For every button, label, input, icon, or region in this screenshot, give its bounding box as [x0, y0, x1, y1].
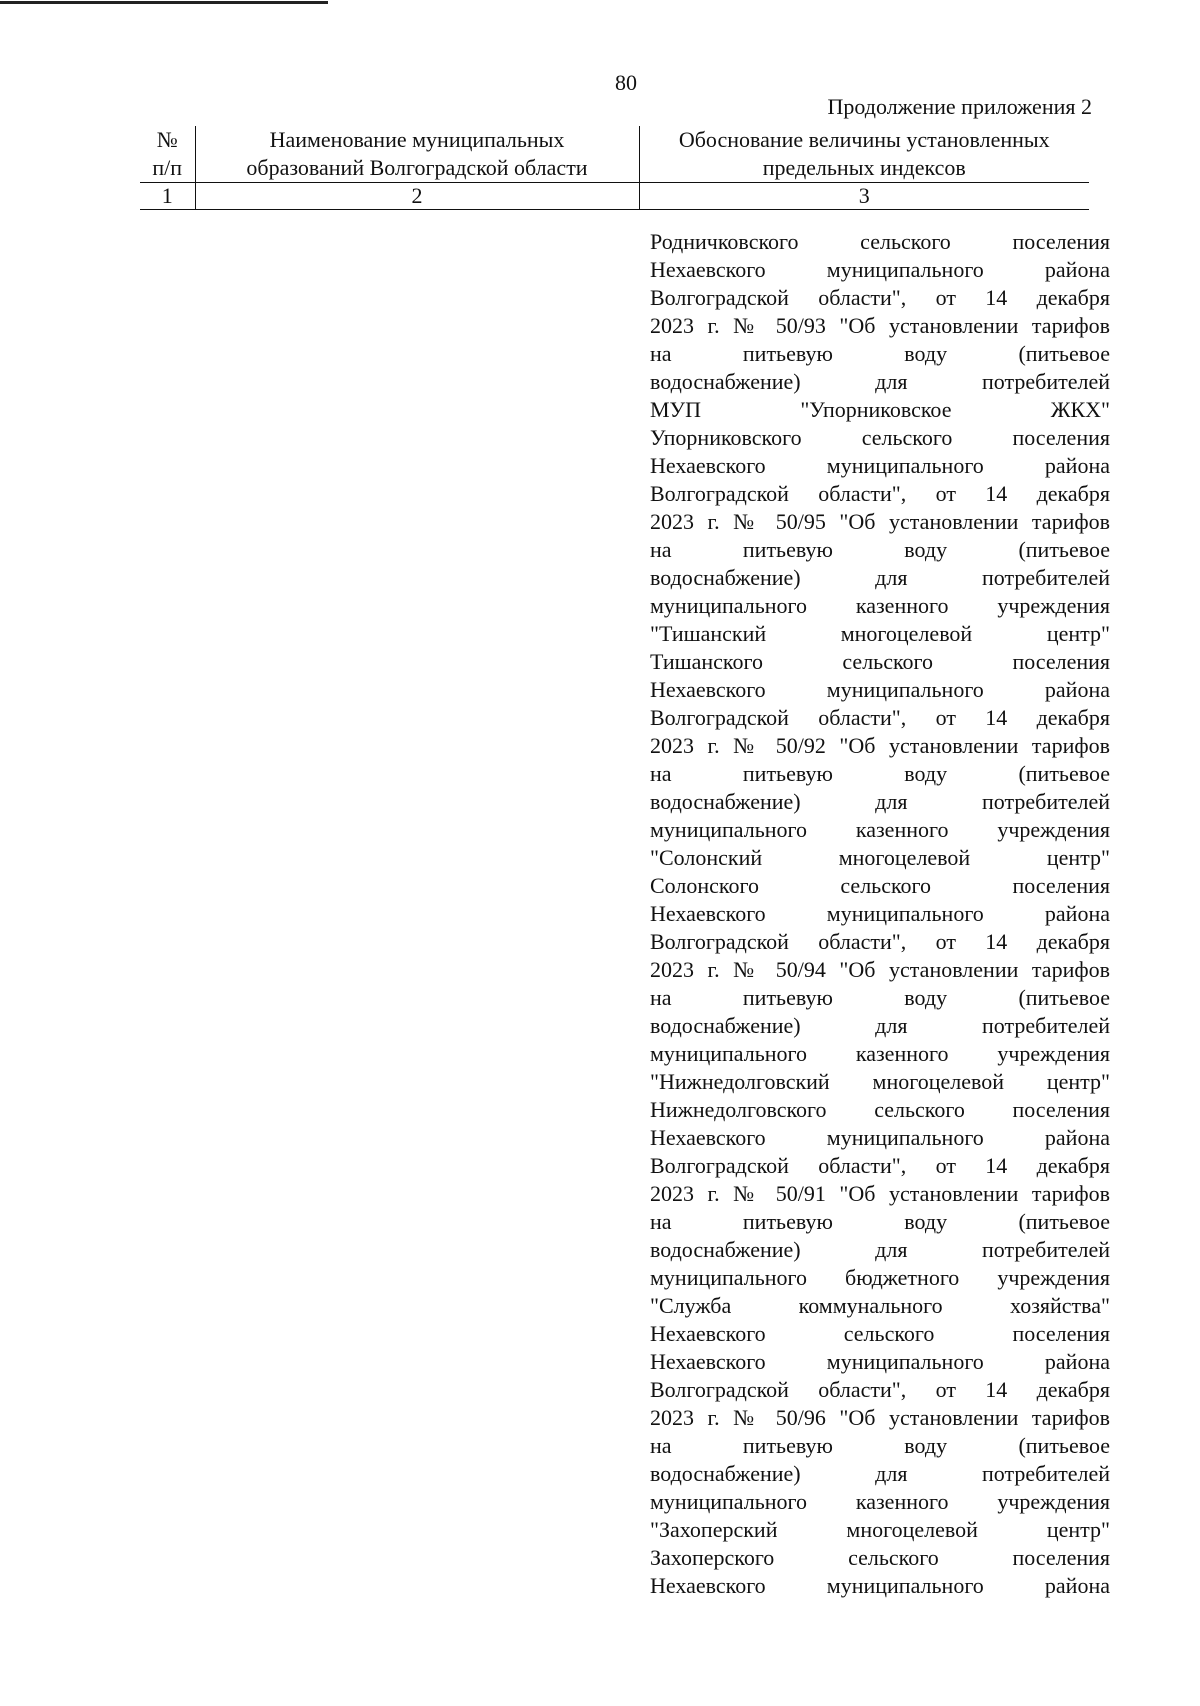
column-number-row	[140, 183, 1089, 210]
justification-line: Волгоградской области", от 14 декабря	[650, 481, 1110, 506]
justification-line: муниципального казенного учреждения	[650, 1041, 1110, 1066]
header-municipality-line: образований Волгоградской области	[246, 155, 588, 180]
column-number: 2	[195, 183, 639, 210]
header-municipality-column	[195, 126, 639, 183]
justification-line: на питьевую воду (питьевое	[650, 985, 1110, 1010]
justification-line: муниципального бюджетного учреждения	[650, 1265, 1110, 1290]
justification-line: 2023 г. № 50/92 "Об установлении тарифов	[650, 733, 1110, 758]
header-number-line: п/п	[152, 155, 183, 180]
header-number-column	[140, 126, 195, 183]
justification-line: Упорниковского сельского поселения	[650, 425, 1110, 450]
justification-line: муниципального казенного учреждения	[650, 1489, 1110, 1514]
justification-line: на питьевую воду (питьевое	[650, 537, 1110, 562]
column-number: 3	[639, 183, 1089, 210]
justification-line: Волгоградской области", от 14 декабря	[650, 1377, 1110, 1402]
justification-line: 2023 г. № 50/93 "Об установлении тарифов	[650, 313, 1110, 338]
header-justification-line: предельных индексов	[762, 155, 966, 180]
justification-line: Волгоградской области", от 14 декабря	[650, 705, 1110, 730]
justification-line: на питьевую воду (питьевое	[650, 1209, 1110, 1234]
justification-line: 2023 г. № 50/94 "Об установлении тарифов	[650, 957, 1110, 982]
justification-line: "Солонский многоцелевой центр"	[650, 845, 1110, 870]
justification-line: Волгоградской области", от 14 декабря	[650, 1153, 1110, 1178]
justification-line: Родничковского сельского поселения	[650, 229, 1110, 254]
justification-line: Нехаевского сельского поселения	[650, 1321, 1110, 1346]
justification-line: Нехаевского муниципального района	[650, 453, 1110, 478]
justification-text	[650, 228, 1110, 1600]
justification-line: муниципального казенного учреждения	[650, 817, 1110, 842]
justification-line: Волгоградской области", от 14 декабря	[650, 285, 1110, 310]
page-number: 80	[615, 70, 637, 95]
justification-line: на питьевую воду (питьевое	[650, 761, 1110, 786]
justification-line: Нехаевского муниципального района	[650, 901, 1110, 926]
justification-line: Нехаевского муниципального района	[650, 1349, 1110, 1374]
header-justification-line: Обоснование величины установленных	[678, 127, 1050, 152]
justification-line: Нехаевского муниципального района	[650, 1573, 1110, 1598]
justification-line: "Захоперский многоцелевой центр"	[650, 1517, 1110, 1542]
justification-line: Захоперского сельского поселения	[650, 1545, 1110, 1570]
justification-line: "Нижнедолговский многоцелевой центр"	[650, 1069, 1110, 1094]
justification-line: Нехаевского муниципального района	[650, 257, 1110, 282]
column-number: 1	[140, 183, 195, 210]
justification-line: муниципального казенного учреждения	[650, 593, 1110, 618]
justification-line: водоснабжение) для потребителей	[650, 789, 1110, 814]
header-municipality-line: Наименование муниципальных	[269, 127, 565, 152]
justification-line: водоснабжение) для потребителей	[650, 565, 1110, 590]
justification-line: на питьевую воду (питьевое	[650, 1433, 1110, 1458]
scan-edge-line	[0, 1, 328, 4]
justification-line: Нехаевского муниципального района	[650, 1125, 1110, 1150]
justification-line: "Служба коммунального хозяйства"	[650, 1293, 1110, 1318]
justification-line: водоснабжение) для потребителей	[650, 1237, 1110, 1262]
justification-line: Нехаевского муниципального района	[650, 677, 1110, 702]
justification-line: 2023 г. № 50/96 "Об установлении тарифов	[650, 1405, 1110, 1430]
justification-line: Солонского сельского поселения	[650, 873, 1110, 898]
justification-line: Нижнедолговского сельского поселения	[650, 1097, 1110, 1122]
justification-line: на питьевую воду (питьевое	[650, 341, 1110, 366]
justification-line: 2023 г. № 50/91 "Об установлении тарифов	[650, 1181, 1110, 1206]
header-justification-column	[639, 126, 1089, 183]
header-row	[140, 126, 1089, 183]
justification-line: Тишанского сельского поселения	[650, 649, 1110, 674]
justification-line: водоснабжение) для потребителей	[650, 1013, 1110, 1038]
justification-line: 2023 г. № 50/95 "Об установлении тарифов	[650, 509, 1110, 534]
header-number-line: №	[156, 127, 178, 152]
appendix-continuation-label: Продолжение приложения 2	[827, 94, 1092, 119]
justification-line: МУП "Упорниковское ЖКХ"	[650, 397, 1110, 422]
justification-line: водоснабжение) для потребителей	[650, 369, 1110, 394]
appendix-table-header	[140, 126, 1089, 210]
justification-line: Волгоградской области", от 14 декабря	[650, 929, 1110, 954]
justification-line: "Тишанский многоцелевой центр"	[650, 621, 1110, 646]
justification-line: водоснабжение) для потребителей	[650, 1461, 1110, 1486]
